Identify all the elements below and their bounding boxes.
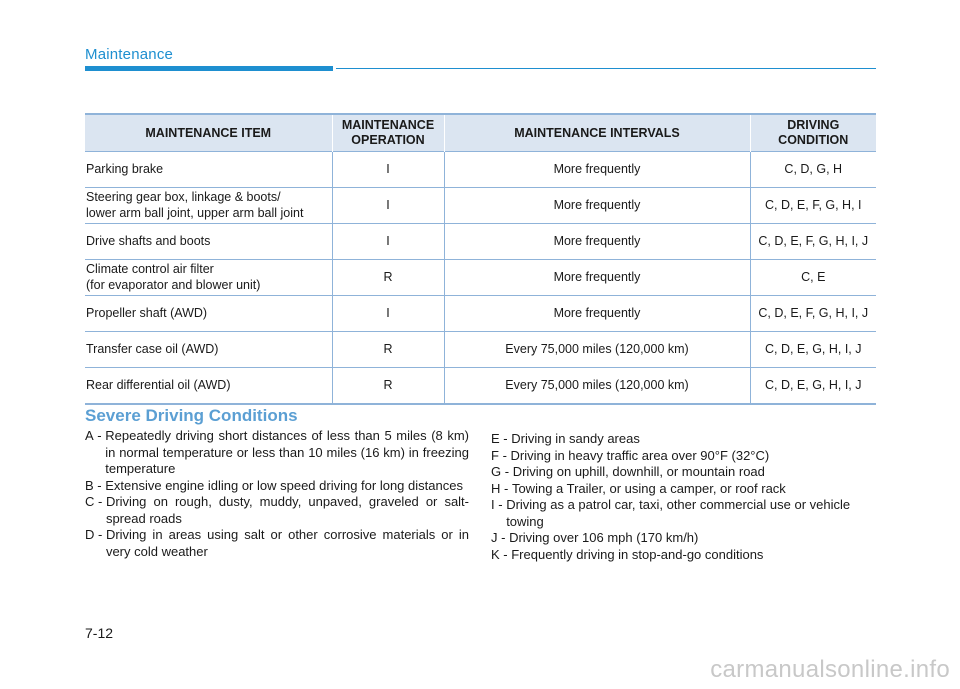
item-cell: Climate control air filter (for evaporator and blower unit) (85, 260, 332, 296)
condition-cell: C, D, E, G, H, I, J (750, 332, 876, 368)
condition-separator: - (494, 497, 507, 512)
condition-text: Driving in sandy areas (511, 431, 640, 446)
condition-item (491, 431, 879, 448)
section-title: Maintenance (85, 46, 174, 63)
condition-text: Driving over 106 mph (170 km/h) (509, 530, 699, 545)
item-cell: Parking brake (85, 152, 332, 188)
severe-conditions-title: Severe Driving Conditions (85, 406, 298, 425)
operation-cell: I (332, 152, 444, 188)
maintenance-table (85, 113, 876, 405)
table-row (85, 260, 876, 296)
condition-item (491, 448, 879, 465)
condition-separator: - (94, 527, 106, 542)
condition-separator: - (497, 530, 510, 545)
condition-letter: B (85, 477, 94, 493)
condition-item (85, 428, 469, 478)
item-cell: Steering gear box, linkage & boots/ lower arm ball joint, upper arm ball joint (85, 188, 332, 224)
condition-text: Driving on uphill, downhill, or mountain road (512, 464, 765, 479)
table-row (85, 296, 876, 332)
condition-cell: C, E (750, 260, 876, 296)
condition-text: Driving in heavy traffic area over 90°F (32°C) (510, 447, 770, 463)
table-header-row (85, 114, 876, 152)
table-row (85, 152, 876, 188)
column-header-condition: DRIVING CONDITION (750, 114, 876, 152)
interval-cell: Every 75,000 miles (120,000 km) (444, 332, 750, 368)
table-row (85, 368, 876, 405)
table-row (85, 332, 876, 368)
interval-cell: More frequently (444, 260, 750, 296)
condition-separator: - (498, 447, 511, 463)
page-number: 7-12 (85, 625, 114, 641)
condition-letter: D (85, 527, 95, 542)
condition-letter: K (491, 546, 500, 562)
interval-cell: More frequently (444, 152, 750, 188)
condition-separator: - (93, 428, 106, 443)
table-row (85, 224, 876, 260)
condition-item (85, 478, 469, 495)
condition-separator: - (94, 494, 106, 509)
condition-letter: A (85, 428, 94, 443)
condition-cell: C, D, E, F, G, H, I, J (750, 296, 876, 332)
condition-text: Driving in areas using salt or other corrosive materials or in very cold weather (105, 527, 469, 559)
condition-separator: - (93, 477, 106, 493)
column-header-item: MAINTENANCE ITEM (85, 114, 332, 152)
condition-item (491, 497, 879, 530)
item-cell: Drive shafts and boots (85, 224, 332, 260)
operation-cell: I (332, 188, 444, 224)
interval-cell: More frequently (444, 188, 750, 224)
condition-letter: H (491, 480, 501, 496)
condition-cell: C, D, E, F, G, H, I (750, 188, 876, 224)
condition-text: Driving as a patrol car, taxi, other commercial use or vehicle towing (506, 497, 851, 529)
operation-cell: R (332, 368, 444, 405)
watermark: carmanualsonline.info (710, 656, 950, 683)
condition-cell: C, D, G, H (750, 152, 876, 188)
header-rule-thin (336, 68, 876, 69)
condition-cell: C, D, E, G, H, I, J (750, 368, 876, 405)
operation-cell: I (332, 224, 444, 260)
condition-letter: G (491, 464, 502, 479)
severe-conditions-list-left (85, 428, 469, 560)
condition-letter: C (85, 494, 95, 509)
condition-letter: F (491, 447, 499, 463)
item-cell: Transfer case oil (AWD) (85, 332, 332, 368)
item-cell: Rear differential oil (AWD) (85, 368, 332, 405)
condition-text: Frequently driving in stop-and-go conditions (511, 546, 764, 562)
item-cell: Propeller shaft (AWD) (85, 296, 332, 332)
condition-item (85, 527, 469, 560)
interval-cell: More frequently (444, 296, 750, 332)
severe-conditions-list-right (491, 431, 879, 563)
condition-separator: - (499, 546, 512, 562)
condition-letter: E (491, 431, 500, 446)
condition-text: Driving on rough, dusty, muddy, unpaved, graveled or salt-spread roads (105, 494, 469, 526)
condition-item (85, 494, 469, 527)
condition-text: Towing a Trailer, or using a camper, or roof rack (511, 480, 786, 496)
header-rule-thick (85, 66, 333, 71)
condition-letter: I (491, 497, 495, 512)
operation-cell: I (332, 296, 444, 332)
interval-cell: More frequently (444, 224, 750, 260)
table-row (85, 188, 876, 224)
condition-item (491, 547, 879, 564)
column-header-operation: MAINTENANCE OPERATION (332, 114, 444, 152)
condition-letter: J (491, 530, 498, 545)
operation-cell: R (332, 332, 444, 368)
condition-cell: C, D, E, F, G, H, I, J (750, 224, 876, 260)
condition-text: Repeatedly driving short distances of less than 5 miles (8 km) in normal temperature or less than 10 miles (16 km) in freezing temperature (105, 428, 469, 476)
operation-cell: R (332, 260, 444, 296)
condition-separator: - (499, 431, 512, 446)
condition-item (491, 481, 879, 498)
condition-separator: - (500, 480, 512, 496)
condition-item (491, 530, 879, 547)
condition-text: Extensive engine idling or low speed driving for long distances (105, 477, 463, 493)
condition-item (491, 464, 879, 481)
table-body (85, 152, 876, 405)
condition-separator: - (501, 464, 513, 479)
interval-cell: Every 75,000 miles (120,000 km) (444, 368, 750, 405)
column-header-intervals: MAINTENANCE INTERVALS (444, 114, 750, 152)
